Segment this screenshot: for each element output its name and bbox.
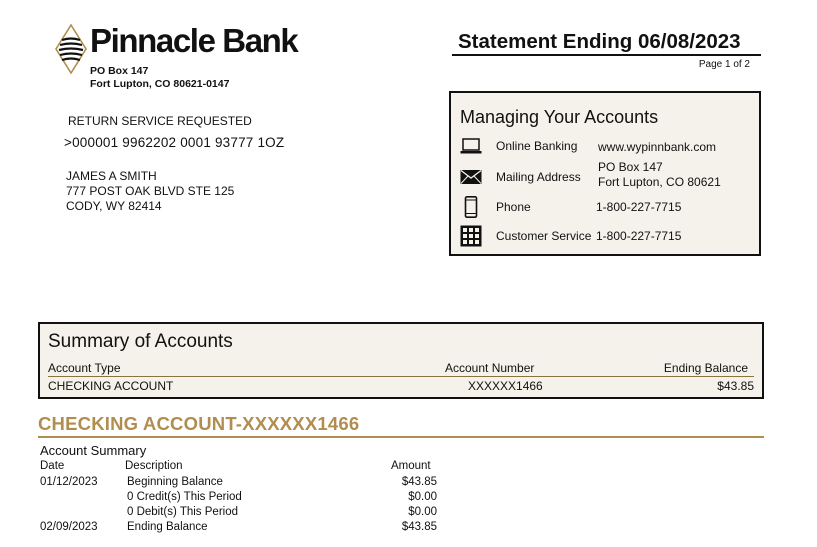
summary-title: Summary of Accounts (48, 331, 233, 352)
description-header: Description (125, 460, 183, 472)
account-number-header: Account Number (445, 361, 535, 375)
amount-header: Amount (391, 460, 431, 472)
summary-ending-balance: $43.85 (717, 379, 754, 393)
mailing-address-label: Mailing Address (496, 170, 581, 184)
checking-heading-rule (38, 436, 764, 438)
summary-of-accounts-panel (38, 322, 764, 399)
recipient-address (66, 169, 234, 214)
table-row-amount: $43.85 (401, 476, 437, 488)
bank-address-line2: Fort Lupton, CO 80621-0147 (90, 78, 230, 90)
account-type-header: Account Type (48, 361, 121, 375)
table-row-date: 02/09/2023 (40, 521, 98, 533)
statement-title-rule (452, 54, 761, 56)
page-number: Page 1 of 2 (698, 59, 750, 70)
account-summary-title: Account Summary (40, 443, 147, 458)
table-row-amount: $0.00 (408, 506, 437, 518)
table-row-amount: $0.00 (408, 491, 437, 503)
phone-icon (460, 196, 482, 218)
mailing-address-line1: PO Box 147 (598, 160, 663, 174)
pinnacle-logo-icon (55, 24, 87, 74)
managing-accounts-title: Managing Your Accounts (460, 107, 659, 127)
bank-address (90, 65, 229, 91)
bank-address-line1: PO Box 147 (90, 65, 149, 77)
customer-service-label: Customer Service (496, 229, 592, 243)
mail-barcode-text: >000001 9962202 0001 93777 1OZ (64, 135, 285, 150)
keypad-icon (460, 225, 482, 247)
statement-title: Statement Ending 06/08/2023 (458, 30, 741, 53)
return-service-text: RETURN SERVICE REQUESTED (68, 114, 252, 128)
table-row-amount: $43.85 (401, 521, 437, 533)
managing-accounts-panel (449, 91, 761, 256)
phone-number[interactable]: 1-800-227-7715 (596, 200, 682, 214)
customer-service-number[interactable]: 1-800-227-7715 (596, 229, 682, 243)
online-banking-url[interactable]: www.wypinnbank.com (598, 140, 717, 154)
summary-account-type: CHECKING ACCOUNT (48, 379, 174, 393)
table-row-date: 01/12/2023 (40, 476, 98, 488)
date-header: Date (40, 460, 65, 472)
mailing-address-value (598, 160, 721, 190)
online-banking-label: Online Banking (496, 139, 578, 153)
recipient-name: JAMES A SMITH (66, 169, 157, 183)
recipient-line1: 777 POST OAK BLVD STE 125 (66, 184, 235, 198)
table-row-description: 0 Debit(s) This Period (127, 506, 238, 518)
mailing-address-line2: Fort Lupton, CO 80621 (598, 175, 721, 189)
recipient-line2: CODY, WY 82414 (66, 199, 162, 213)
envelope-icon (460, 166, 482, 188)
checking-account-heading: CHECKING ACCOUNT-XXXXXX1466 (38, 413, 360, 434)
phone-label: Phone (496, 200, 531, 214)
laptop-icon (460, 136, 482, 158)
ending-balance-header: Ending Balance (663, 361, 748, 375)
table-row-description: Beginning Balance (127, 476, 223, 488)
summary-account-number: XXXXXX1466 (468, 379, 543, 393)
table-row-description: Ending Balance (127, 521, 208, 533)
bank-name: Pinnacle Bank (90, 22, 298, 59)
table-row-description: 0 Credit(s) This Period (127, 491, 242, 503)
summary-header-rule (48, 376, 754, 377)
